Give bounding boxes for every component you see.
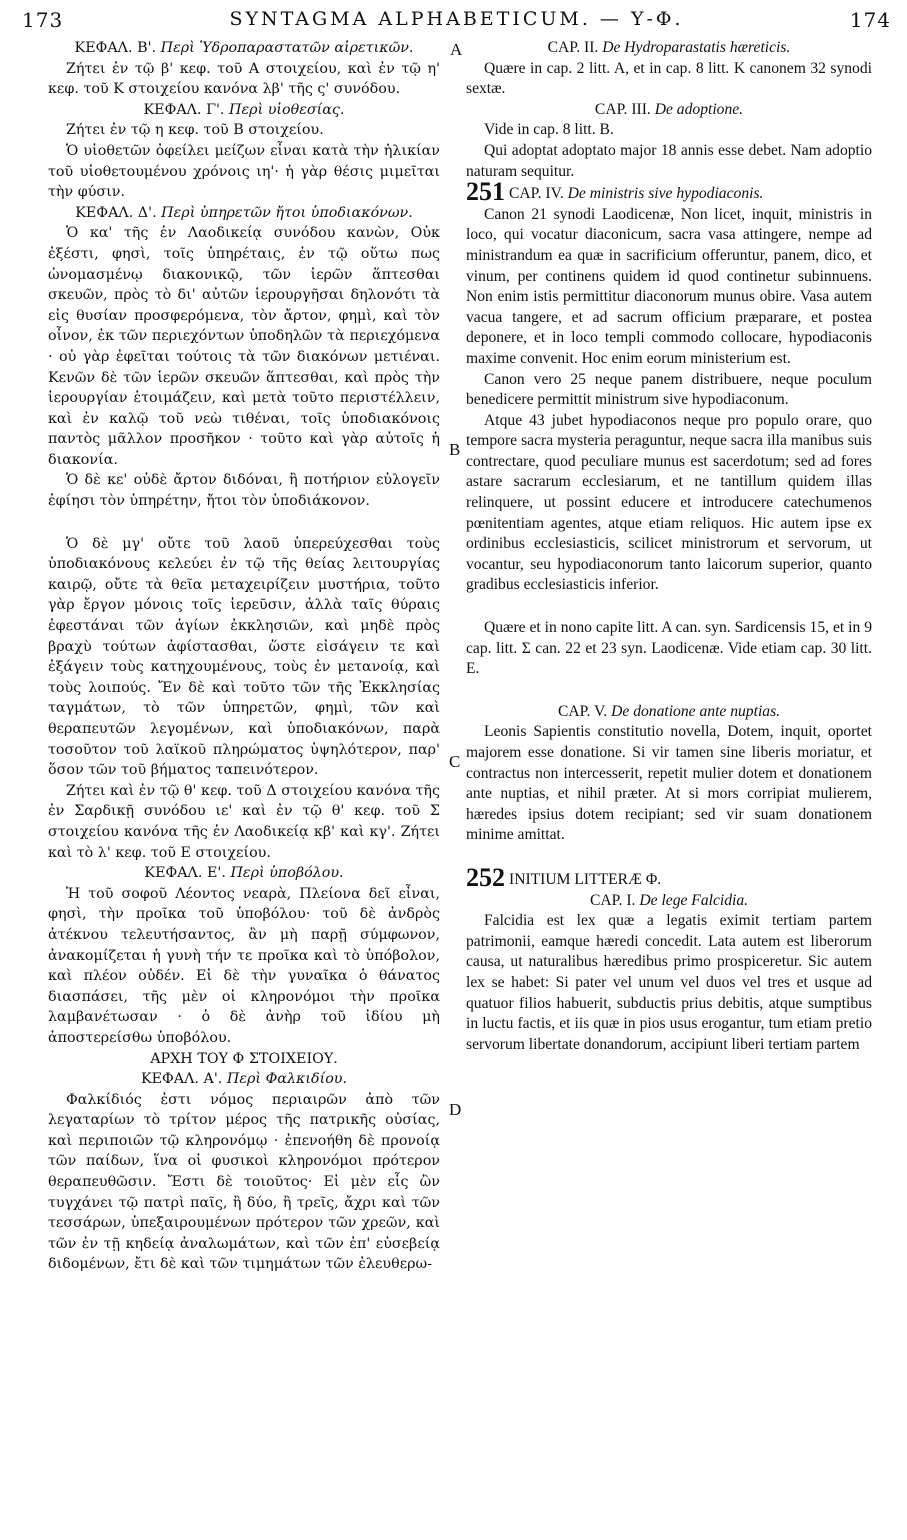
chapter-heading [48, 203, 440, 224]
running-title: SYNTAGMA ALPHABETICUM. — Υ-Φ. [229, 8, 684, 30]
margin-letter-b: B [449, 440, 461, 459]
chapter-label: CAP. V. [557, 702, 608, 720]
paragraph: Ὁ δὲ κε' οὐδὲ ἄρτον διδόναι, ἢ ποτήριον εὐλογεῖν ἐφίησι τὸν ὑπηρέτην, ἤτοι τὸν ὑποδιάκονον. [48, 472, 440, 510]
chapter-heading [48, 863, 440, 884]
margin-letter-c: C [449, 752, 461, 771]
chapter-heading [48, 1069, 440, 1090]
chapter-title: De ministris sive hypodiaconis. [567, 185, 764, 203]
paragraph: Φαλκίδιός ἐστι νόμος περιαιρῶν ἀπὸ τῶν λεγαταρίων τὸ τρίτον μέρος τῆς πατρικῆς οὐσίας, καὶ περιποιῶν τῷ κληρονόμῳ · ἐπενοήθη δὲ προνοίᾳ τῶν παίδων, ἵνα οἱ φυσικοὶ κληρονόμοι πρότερον θεραπευθῶσιν. Ἔστι δὲ τοιοῦτος· Εἰ μὲν εἷς ὢν τυγχάνει τῷ πατρὶ παῖς, ἢ δύο, ἢ τρεῖς, ἄχρι καὶ τῶν τεσσάρων, ὑπεξαιρουμένων πρότερον τῶν χρεῶν, καὶ τῶν ἐν τῇ κηδείᾳ ἀναλωμάτων, καὶ τῶν ἐπ' εὐσεβείᾳ διδομένων, ἔτι δὲ καὶ τῶν τιμημάτων τῶν ἐλευθερω- [48, 1091, 440, 1273]
running-header [22, 8, 891, 34]
paragraph: Qui adoptat adoptato major 18 annis esse debet. Nam adoptio naturam sequitur. [466, 141, 872, 180]
paragraph: Atque 43 jubet hypodiaconos neque pro populo orare, quo tempore sacra mysteria peraguntur, neque sacra illa manibus suis contrectare, quod peculiare munus est sacerdotum; sed ad fores astare sacrarum ecclesiarum, et ne tantillum quidem illas relinquere, ut possint educere et introducere catechumenos pœnitentiam agentes, atque etiam reliquos. Hic autem ipse ex ordinibus ecclesiasticis, scilicet ministrorum et servorum, ut vocantur, seu hypodiaconorum tanto laicorum superior, quanto gradibus ecclesiasticis inferior. [466, 411, 872, 594]
chapter-heading [466, 702, 872, 723]
chapter-title: Περὶ Φαλκιδίου. [226, 1071, 348, 1088]
chapter-label: ΚΕΦΑΛ. Β'. [74, 40, 157, 56]
greek-column [48, 38, 440, 1275]
section-number: 252 [466, 862, 505, 892]
chapter-label: INITIUM LITTERÆ Φ. [509, 870, 662, 888]
chapter-title: De donatione ante nuptias. [611, 702, 781, 720]
chapter-label: CAP. II. [547, 39, 599, 56]
paragraph: Ζήτει ἐν τῷ β' κεφ. τοῦ Α στοιχείου, καὶ ἐν τῷ η' κεφ. τοῦ Κ στοιχείου κανόνα λβ' τῆς ς' συνόδου. [48, 60, 440, 98]
chapter-label: ΚΕΦΑΛ. Δ'. [75, 204, 157, 221]
chapter-title: Περὶ ὑποβόλου. [230, 865, 344, 882]
paragraph: Canon vero 25 neque panem distribuere, neque poculum benedicere permittit ministrum sive hypodiaconum. [466, 370, 872, 409]
letter-heading: ΑΡΧΗ ΤΟΥ Φ ΣΤΟΙΧΕΙΟΥ. [150, 1050, 338, 1067]
margin-letter-a: A [450, 40, 463, 59]
chapter-heading [466, 891, 872, 912]
block-gap [466, 596, 872, 618]
paragraph: Quære et in nono capite litt. A can. syn. Sardicensis 15, et in 9 cap. litt. Σ can. 22 et 23 syn. Laodicenæ. Vide etiam cap. 30 litt. E. [466, 619, 872, 678]
section-heading [466, 177, 872, 207]
page-number-left: 173 [22, 8, 64, 32]
chapter-title: De lege Falcidia. [639, 891, 749, 909]
chapter-title: De Hydroparastatis hæreticis. [602, 39, 791, 56]
chapter-label: CAP. III. [594, 100, 651, 118]
chapter-heading [48, 38, 440, 59]
section-number: 251 [466, 177, 505, 207]
paragraph: Falcidia est lex quæ a legatis eximit tertiam partem patrimonii, eamque hæredi concedit. Lata autem est liberorum causa, ut naturalibus hæredibus primo prospiceretur. Sic autem lex se habet: Si pater vel unum vel duos vel tres et usque ad quatuor filios habuerit, subductis prius debitis, atque sumptibus in luctu factis, et iis quæ in pios usus erogantur, tum etiam pretio servorum libertate donandorum, accipiunt liberi tertiam partem [466, 912, 872, 1053]
chapter-label: CAP. IV. [509, 185, 564, 203]
paragraph: Leonis Sapientis constitutio novella, Dotem, inquit, oportet majorem esse donatione. Si vir tamen sine liberis moriatur, et contractus non intercesserit, repetit mulier dotem et donationem ante nuptias, et nihil præter. At si mors corripiat mulierem, hæredes ipsius dotem recipiant; sed vir suam donationem minime amittat. [466, 723, 872, 844]
chapter-title: Περὶ υἱοθεσίας. [229, 101, 345, 118]
chapter-heading [48, 100, 440, 121]
paragraph: Ὁ κα' τῆς ἐν Λαοδικείᾳ συνόδου κανὼν, Οὐκ ἐξέστι, φησὶ, τοῖς ὑπηρέταις, ἐν τῷ οὕτω πως ὠνομασμένῳ διακονικῷ, τῶν ἱερῶν ἅπτεσθαι σκευῶν, πρὸς τὸ δι' αὐτῶν ἱερουργῆσαι δηλονότι τὰ εἰς θυσίαν προσφερόμενα, τὸν ἄρτον, φημὶ, καὶ τὸν οἶνον, ἐκ τῶν περιεχόντων ὑποδηλῶν τὰ περιεχόμενα · οὐ γὰρ ἐφεῖται τούτοις τὰ τῶν διακόνων μετιέναι. Κενῶν δὲ τῶν ἱερῶν σκευῶν ἅπτεσθαι, καὶ πρὸς τὴν ἱερουργίαν ἑτοιμάζειν, καὶ μετὰ τοῦτο περιστέλλειν, καὶ ἐν καλῷ τοῦ νεὼ τιθέναι, τοῖς ὑποδιακόνοις παντὸς μᾶλλον προσῆκον · τοῦτο καὶ γὰρ αὐτοῖς ἡ διακονία. [48, 225, 440, 468]
paragraph: Ἡ τοῦ σοφοῦ Λέοντος νεαρὰ, Πλείονα δεῖ εἶναι, φησὶ, τὴν προῖκα τοῦ ὑποβόλου· τοῦ δὲ ἀνδρὸς ἀτέκνου τελευτήσαντος, ἂν μὴ παρῇ σύμφωνον, ἀνακομίζεται ἡ γυνὴ τήν τε προῖκα καὶ τὸ ὑπόβολον, καὶ πλέον οὐδέν. Εἰ δὲ τὴν γυναῖκα ὁ θάνατος διασπάσει, τῆς μὲν οἱ κληρονόμοι τὴν προῖκα λαμβανέτωσαν · ὁ δὲ ἀνὴρ τοῦ ἰδίου μὴ ἀποστερείσθω ὑποβόλου. [48, 885, 440, 1046]
chapter-heading [466, 38, 872, 59]
paragraph: Canon 21 synodi Laodicenæ, Non licet, inquit, ministris in loco, qui vocatur diaconicum, sacra vasa attingere, nempe ad ministrandum ea quæ in sacrificium offeruntur, panem, dico, et vinum, per continens quidem id quod continetur subinnuens. Non enim istis permittitur diaconorum munus obire. Vasa autem vacua tangere, et ad sacrum officium præparare, et postea deponere, et in loco templi commodo collocare, hypodiaconis maxime convenit. Hoc enim eorum ministerium est. [466, 205, 872, 367]
block-gap [48, 512, 440, 534]
paragraph: Vide in cap. 8 litt. B. [484, 121, 614, 139]
paragraph: Ζήτει καὶ ἐν τῷ θ' κεφ. τοῦ Δ στοιχείου κανόνα τῆς ἐν Σαρδικῇ συνόδου ιε' καὶ ἐν τῷ θ' κεφ. τοῦ Σ στοιχείου κανόνα τῆς ἐν Λαοδικείᾳ κβ' καὶ κγ'. Ζήτει καὶ τὸ λ' κεφ. τοῦ Ε στοιχείου. [48, 782, 440, 861]
chapter-label: CAP. I. [589, 891, 636, 909]
page-number-right: 174 [849, 8, 891, 32]
margin-letter-d: D [449, 1100, 462, 1119]
chapter-label: ΚΕΦΑΛ. Γ'. [143, 101, 225, 118]
chapter-label: ΚΕΦΑΛ. Α'. [140, 1071, 223, 1088]
chapter-title: Περὶ ὑπηρετῶν ἤτοι ὑποδιακόνων. [161, 204, 413, 221]
paragraph: Ὁ δὲ μγ' οὔτε τοῦ λαοῦ ὑπερεύχεσθαι τοὺς ὑποδιακόνους κελεύει ἐν τῷ τῆς θείας λειτουργίας καιρῷ, οὔτε τὰ θεῖα μεταχειρίζειν μυστήρια, τοῦτο γὰρ ἔργον μόνοις τοῖς ἱερεῦσιν, ἀλλὰ ταῖς θύραις ἐφεστάναι τῶν ἁγίων ἐκκλησιῶν, καὶ μηδὲ πρὸς βραχὺ τούτων ἀφίστασθαι, ὥστε εἰσάγειν τε καὶ ἐξάγειν τοὺς κατηχουμένους, τοὺς ἐν μετανοίᾳ, καὶ τοὺς λοιπούς. Ἔν δὲ καὶ τοῦτο τῶν τῆς Ἐκκλησίας ταγμάτων, τὸ τῶν ὑπηρετῶν, φημὶ, τῶν καὶ θεραπευτῶν λεγομένων, καὶ ὑποδιακόνων, παρὰ τοσοῦτον τοῦ λαϊκοῦ πληρώματος ὑψηλότερον, παρ' ὅσον τῶν τοῦ βήματος ταπεινότερον. [48, 535, 440, 779]
chapter-title: De adoptione. [654, 100, 744, 118]
paragraph: Ζήτει ἐν τῷ η κεφ. τοῦ Β στοιχείου. [66, 122, 324, 139]
section-heading [466, 862, 872, 892]
paragraph: Quære in cap. 2 litt. A, et in cap. 8 litt. K canonem 32 synodi sextæ. [466, 59, 872, 98]
block-gap [466, 680, 872, 702]
paragraph: Ὁ υἱοθετῶν ὀφείλει μείζων εἶναι κατὰ τὴν ἡλικίαν τοῦ υἱοθετουμένου χρόνοις ιη'· ἡ γὰρ θέσις μιμεῖται τὴν φύσιν. [48, 142, 440, 201]
latin-column [466, 38, 872, 1055]
chapter-title: Περὶ Ὑδροπαραστατῶν αἱρετικῶν. [160, 40, 414, 56]
block-gap [466, 846, 872, 868]
chapter-label: ΚΕΦΑΛ. Ε'. [144, 865, 226, 882]
chapter-heading [466, 100, 872, 121]
